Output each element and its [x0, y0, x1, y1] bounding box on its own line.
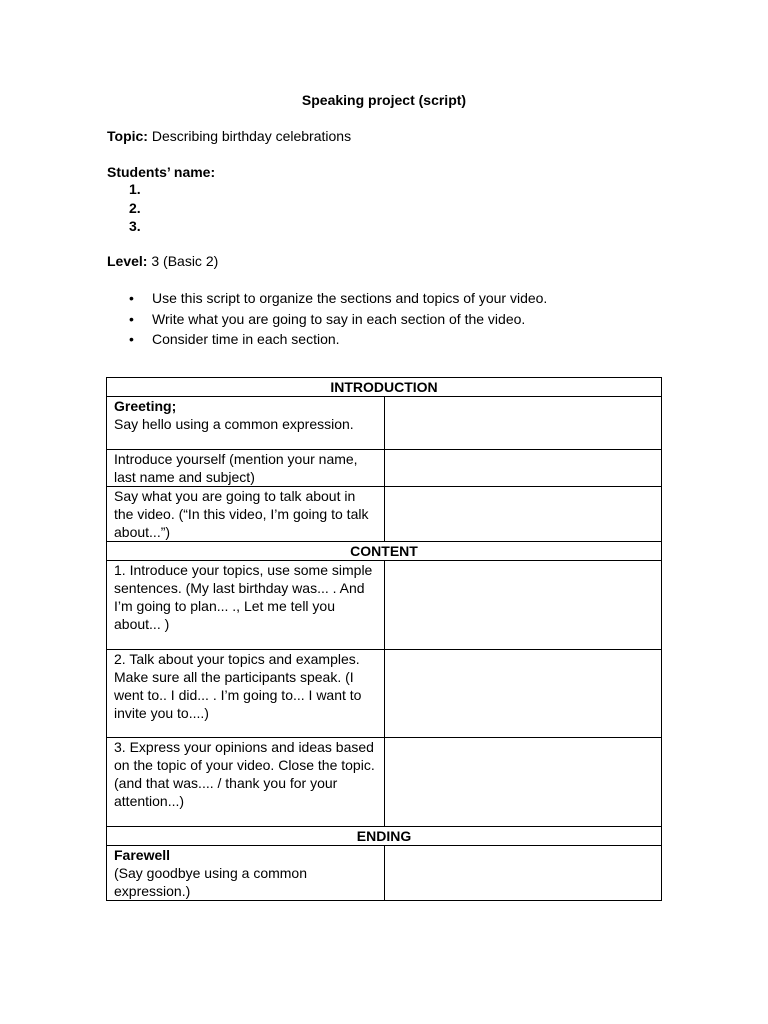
topic-value: Describing birthday celebrations [151, 128, 352, 144]
students-label: Students’ name: [107, 164, 216, 180]
document-title: Speaking project (script) [301, 92, 467, 108]
level-label: Level: [107, 253, 148, 269]
topic-line [107, 128, 351, 144]
topic-label: Topic: [107, 128, 148, 144]
instruction-item: Consider time in each section. [152, 331, 340, 347]
student-number-3: 3. [129, 218, 141, 234]
student-number-1: 1. [129, 181, 141, 197]
student-number-2: 2. [129, 200, 141, 216]
content-item-1-cell: 1. Introduce your topics, use some simple sentences. (My last birthday was... . And I’m going to plan... ., Let me tell you about... ) [107, 561, 385, 650]
ending-header: ENDING [107, 827, 662, 846]
instruction-item: Use this script to organize the sections and topics of your video. [152, 290, 548, 306]
content-item-1-answer-cell[interactable] [384, 561, 662, 650]
topic-intro-cell: Say what you are going to talk about in the video. (“In this video, I’m going to talk about...”) [107, 487, 385, 542]
topic-intro-answer-cell[interactable] [384, 487, 662, 542]
greeting-label: Greeting; [114, 398, 177, 414]
bullet-icon: • [129, 331, 134, 347]
content-item-2-answer-cell[interactable] [384, 650, 662, 738]
greeting-answer-cell[interactable] [384, 397, 662, 450]
content-item-3-cell: 3. Express your opinions and ideas based on the topic of your video. Close the topic. (and that was.... / thank you for your attention...) [107, 738, 385, 827]
content-header: CONTENT [107, 542, 662, 561]
content-item-2-cell: 2. Talk about your topics and examples. Make sure all the participants speak. (I went to.. I did... . I’m going to... I want to invite you to....) [107, 650, 385, 738]
script-table [106, 377, 662, 901]
introduce-yourself-answer-cell[interactable] [384, 450, 662, 487]
introduce-yourself-cell: Introduce yourself (mention your name, last name and subject) [107, 450, 385, 487]
level-value: 3 (Basic 2) [151, 253, 219, 269]
farewell-label: Farewell [114, 847, 171, 863]
instruction-item: Write what you are going to say in each section of the video. [152, 311, 526, 327]
farewell-cell [107, 846, 385, 901]
greeting-text: Say hello using a common expression. [114, 416, 354, 432]
level-line [107, 253, 218, 269]
farewell-text: (Say goodbye using a common expression.) [114, 865, 307, 899]
greeting-cell [107, 397, 385, 450]
bullet-icon: • [129, 311, 134, 327]
content-item-3-answer-cell[interactable] [384, 738, 662, 827]
introduction-header: INTRODUCTION [107, 378, 662, 397]
farewell-answer-cell[interactable] [384, 846, 662, 901]
bullet-icon: • [129, 290, 134, 306]
